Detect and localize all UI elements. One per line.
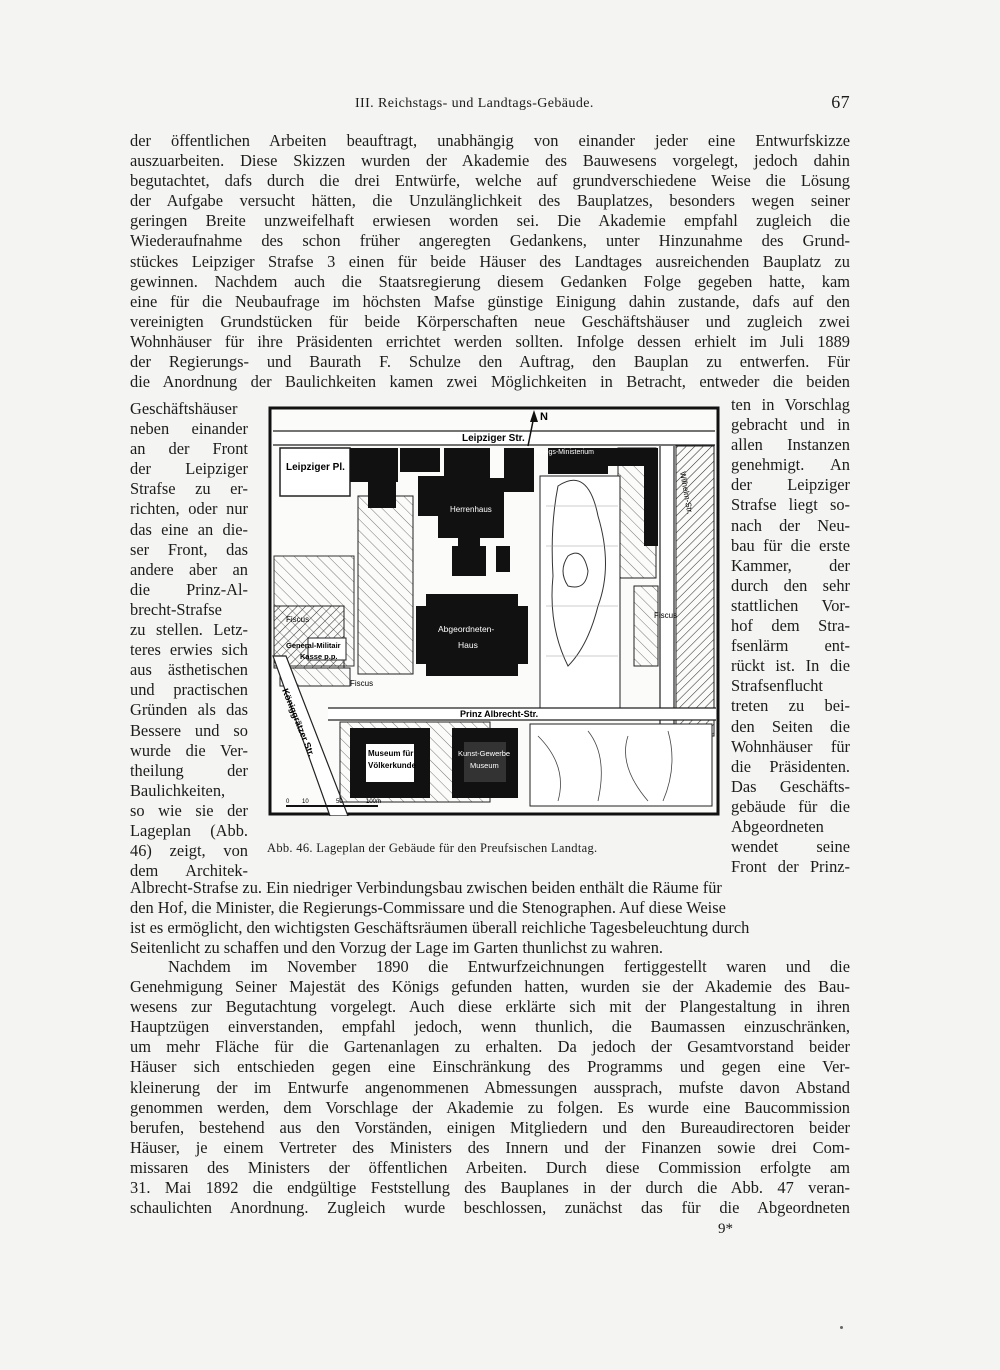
running-header <box>130 92 850 116</box>
text-line: Häuser, je einem Vertreter des Ministers des Innern und der Finanzen sowie drei Com- <box>130 1137 850 1157</box>
label-kriegs-ministerium: Kriegs-Ministerium <box>536 449 594 456</box>
text-line: treten zu bei- <box>731 696 850 716</box>
scale-50: 50 <box>336 799 343 805</box>
running-title: III. Reichstags- und Landtags-Gebäude. <box>355 96 594 111</box>
label-leipziger-str: Leipziger Str. <box>462 433 525 444</box>
text-line: Front der Prinz- <box>731 857 850 877</box>
label-fiscus-left: Fiscus <box>286 615 310 624</box>
scale-10: 10 <box>302 799 309 805</box>
text-line: teres erwies sich <box>130 640 248 660</box>
left-text-column <box>130 399 248 881</box>
label-herrenhaus: Herrenhaus <box>450 505 492 514</box>
text-line: vereinigten Grundstücken für beide Körperschaften neue Geschäftshäuser und zugleich zwei <box>130 311 850 331</box>
text-line: andere aber an <box>130 559 248 579</box>
text-line: Kammer, der <box>731 555 850 575</box>
abgeordnetenhaus-building <box>426 594 518 676</box>
label-abgeordneten: Abgeordneten- <box>438 624 495 634</box>
text-line: genommen werden, dem Vorschlage der Akademie zu folgen. Es wurde eine Baucommission <box>130 1097 850 1117</box>
label-fiscus-right: Fiscus <box>654 611 678 620</box>
label-kunstgewerbe-museum: Museum <box>470 761 499 770</box>
text-line: die Prinz-Al- <box>130 579 248 599</box>
label-abgeordneten-haus: Haus <box>458 640 478 650</box>
text-line: hof dem Stra- <box>731 616 850 636</box>
figure-caption: Abb. 46. Lageplan der Gebäude für den Preufsischen Landtag. <box>267 841 598 855</box>
text-line: Gründen als das <box>130 700 248 720</box>
label-museum: Museum für <box>368 749 414 758</box>
label-wilhelm-str: Wilhelm-Str. <box>678 470 695 515</box>
text-line: Genehmigung Seiner Majestät des Königs gefunden hatten, wurden sie der Akademie des Bau- <box>130 977 850 997</box>
text-line: Albrecht-Strafse zu. Ein niedriger Verbindungsbau zwischen beiden enthält die Räume für <box>130 878 722 897</box>
text-line: Wohnhäuser für <box>731 736 850 756</box>
text-line: Häuser sich entschieden gegen eine Einschränkung des Programms und gegen eine Ver- <box>130 1057 850 1077</box>
text-line: neben einander <box>130 419 248 439</box>
text-line: gebäude für die <box>731 796 850 816</box>
label-prinz-albrecht-str: Prinz Albrecht-Str. <box>460 709 539 719</box>
text-line: Abgeordneten <box>731 816 824 836</box>
text-line: auszuarbeiten. Diese Skizzen wurden der Akademie des Bauwesens vorgelegt, jedoch dahin <box>130 151 850 171</box>
text-line: zu stellen. Letz- <box>130 620 248 640</box>
text-line: rückt ist. In die <box>731 656 850 676</box>
text-line: Bessere und so <box>130 720 248 740</box>
text-line: die Anordnung der Baulichkeiten kamen zwei Möglichkeiten in Betracht, entweder die beiden <box>130 372 850 392</box>
text-line: dem Architek- <box>130 861 248 881</box>
text-line: brecht-Strafse <box>130 599 222 619</box>
text-line: kleinerung der im Entwurfe angenommenen Abmessungen aussprach, mufste davon Abstand <box>130 1077 850 1097</box>
text-line: gebracht und in <box>731 415 850 435</box>
label-leipziger-platz: Leipziger Pl. <box>286 462 345 473</box>
text-line: Wohnhäuser für ihre Präsidenten errichtet werden sollten. Infolge dessen erhielt im Juli 1889 <box>130 331 850 351</box>
text-line: bau für die erste <box>731 535 850 555</box>
label-kasse: General-Militair <box>286 641 341 650</box>
text-line: missaren des Ministers der öffentlichen Arbeiten. Durch diese Commission erfolgte am <box>130 1157 850 1177</box>
label-kasse-pp: Kasse p.p. <box>300 652 338 661</box>
text-line: den Hof, die Minister, die Regierungs-Commissare und die Stenographen. Auf diese Weise <box>130 898 726 918</box>
text-line: um mehr Fläche für die Gartenanlagen zu erhalten. Da jedoch der Gesamtvorstand beider <box>130 1037 850 1057</box>
scale-0: 0 <box>286 799 290 805</box>
text-line: geringen Breite unzweifelhaft erwiesen worden sei. Die Akademie empfahl zugleich die <box>130 211 850 231</box>
text-line: allen Instanzen <box>731 435 850 455</box>
text-line: wesens zur Begutachtung vorgelegt. Auch diese erklärte sich mit der Plangestaltung in ihren <box>130 997 850 1017</box>
text-line: fsenlärm ent- <box>731 636 850 656</box>
text-line: das eine an die- <box>130 519 248 539</box>
label-north: N <box>540 411 548 423</box>
text-line: Nachdem im November 1890 die Entwurfzeichnungen fertiggestellt waren und die <box>168 957 850 976</box>
signature-mark: 9* <box>718 1221 733 1237</box>
text-line: Wiederaufnahme des schon früher angeregten Gedankens, unter Hinzunahme des Grund- <box>130 231 850 251</box>
text-line: der Regierungs- und Baurath F. Schulze den Auftrag, den Bauplan zu entwerfen. Für <box>130 352 850 372</box>
text-line: nach der Neu- <box>731 515 850 535</box>
text-line: gewinnen. Nachdem auch die Staatsregierung diesem Gedanken Folge gegeben hatte, kam <box>130 271 850 291</box>
label-voelkerkunde: Völkerkunde <box>368 761 417 770</box>
site-plan-map <box>268 406 720 816</box>
text-line: durch den sehr <box>731 575 850 595</box>
text-line: stattlichen Vor- <box>731 595 850 615</box>
text-line: Hauptzügen einverstanden, empfahl jedoch, wenn thunlich, die Baumassen einzuschränken, <box>130 1017 850 1037</box>
label-kunstgewerbe: Kunst-Gewerbe <box>458 749 511 758</box>
text-line: begutachtet, dafs durch die drei Entwürfe, welche auf grundverschiedene Weise die Lösung <box>130 171 850 191</box>
text-line: den Seiten die <box>731 716 850 736</box>
text-line: an der Front <box>130 439 248 459</box>
text-line: der öffentlichen Arbeiten beauftragt, unabhängig von einander jeder eine Entwurfskizze <box>130 131 850 150</box>
text-line: Geschäftshäuser <box>130 399 238 418</box>
text-line: Strafse liegt so- <box>731 495 850 515</box>
text-line: so wie sie der <box>130 800 248 820</box>
text-line: Strafse zu er- <box>130 479 248 499</box>
text-line: ist es ermöglicht, den wichtigsten Geschäftsräumen überall reichliche Tagesbeleuchtung durch <box>130 918 750 938</box>
text-line: der Aufgabe versucht hätten, die Unzulänglichkeit des Bauplatzes, besonders wegen seiner <box>130 191 850 211</box>
text-line: schaulichten Anordnung. Zugleich wurde beschlossen, zunächst das für die Abgeordneten <box>130 1198 850 1218</box>
wilhelm-strasse <box>660 446 674 738</box>
text-line: 46) zeigt, von <box>130 841 248 861</box>
text-line: richten, oder nur <box>130 499 248 519</box>
text-line: genehmigt. An <box>731 455 850 475</box>
label-fiscus-bottom: Fiscus <box>350 679 374 688</box>
paragraph-2 <box>130 878 850 958</box>
text-line: stückes Leipziger Strafse 3 einen für beide Häuser des Landtages ausreichenden Bauplatz zu <box>130 251 850 271</box>
page-number: 67 <box>831 92 850 112</box>
label-koeniggraetzer-str: Königgrätzer Str. <box>280 687 317 758</box>
site-plan-figure <box>268 406 720 816</box>
text-line: wendet seine <box>731 837 850 857</box>
paragraph-3 <box>130 957 850 1218</box>
text-line: der Leipziger <box>731 475 850 495</box>
text-line: eine für die Neubaufrage im höchsten Mafse günstige Einigung dahin zustande, dafs auf den <box>130 291 850 311</box>
scale-100: 100m <box>366 799 382 805</box>
right-text-column <box>731 395 850 877</box>
text-line: Strafsenflucht <box>731 676 823 696</box>
text-line: aus ästhetischen <box>130 660 248 680</box>
text-line: Lageplan (Abb. <box>130 820 248 840</box>
text-line: berufen, bestehend aus den Vorständen, einigen Mitgliedern und den Bureaudirectoren beider <box>130 1117 850 1137</box>
text-line: Seitenlicht zu schaffen und den Vorzug der Lage im Garten thunlichst zu wahren. <box>130 938 663 958</box>
text-line: Baulichkeiten, <box>130 780 226 800</box>
paragraph-1 <box>130 131 850 392</box>
text-line: und practischen <box>130 680 248 700</box>
text-line: wurde die Ver- <box>130 740 248 760</box>
text-line: die Präsidenten. <box>731 756 850 776</box>
text-line: Das Geschäfts- <box>731 776 850 796</box>
text-line: ten in Vorschlag <box>731 395 850 414</box>
text-line: 31. Mai 1892 die endgültige Feststellung des Bauplanes in der durch die Abb. 47 veran- <box>130 1178 850 1198</box>
text-line: theilung der <box>130 760 248 780</box>
text-line: der Leipziger <box>130 459 248 479</box>
paper-speck <box>840 1326 843 1329</box>
text-line: ser Front, das <box>130 539 248 559</box>
